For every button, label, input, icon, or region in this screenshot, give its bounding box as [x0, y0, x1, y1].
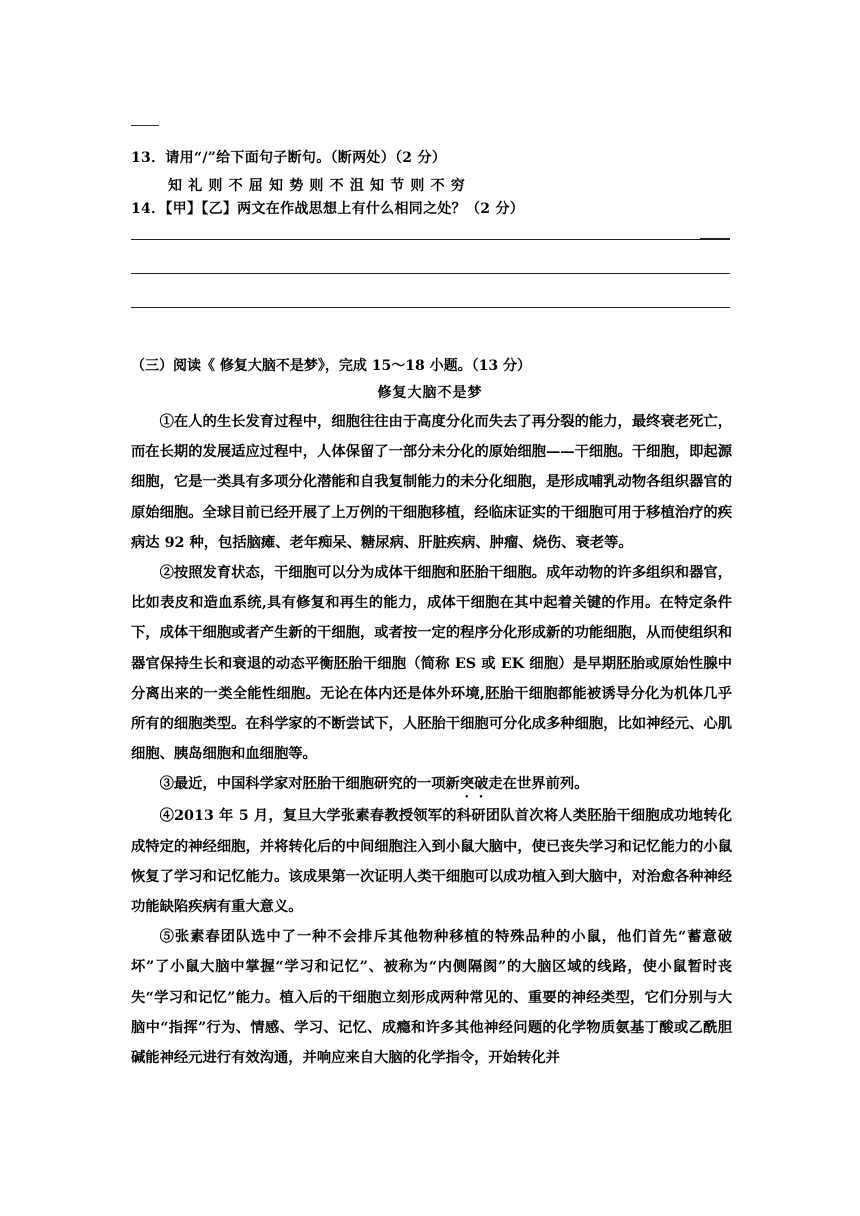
paragraph-3: [131, 769, 732, 801]
answer-line-1-tail: [700, 238, 730, 240]
paragraph-5: ⑤张素春团队选中了一种不会排斥其他物种移植的特殊品种的小鼠，他们首先“蓄意破坏”了小鼠大脑中掌握“学习和记忆”、被称为“内侧隔阂”的大脑区域的线路，使小鼠暂时丧失“学习和记忆”能力。植入后的干细胞立刻形成两种常见的、重要的神经类型，它们分别与大脑中“指挥”行为、情感、学习、记忆、成瘾和许多其他神经问题的化学物质氨基丁酸或乙酰胆碱能神经元进行有效沟通，并响应来自大脑的化学指令，开始转化并: [131, 929, 732, 1067]
question-14-prompt: 14．【甲】【乙】两文在作战思想上有什么相同之处？（2 分）: [131, 201, 525, 217]
article-body: [131, 407, 732, 1073]
paragraph-3-text-b: 走在世界前列。: [488, 776, 589, 793]
paragraph-1: ①在人的生长发育过程中，细胞往往由于高度分化而失去了再分裂的能力，最终衰老死亡，而在长期的发展适应过程中，人体保留了一部分未分化的原始细胞——干细胞。干细胞，即起源细胞，它是一类具有多项分化潜能和自我复制能力的未分化细胞，是形成哺乳动物各组织器官的原始细胞。全球目前已经开展了上万例的干细胞移植，经临床证实的干细胞可用于移植治疗的疾病达 92 种，包括脑瘫、老年痴呆、糖尿病、肝脏疾病、肿瘤、烧伤、衰老等。: [131, 414, 732, 551]
answer-line-2[interactable]: [131, 273, 730, 274]
top-short-rule: [131, 125, 159, 126]
article-title: 修复大脑不是梦: [377, 385, 483, 401]
paragraph-2: ②按照发育状态，干细胞可以分为成体干细胞和胚胎干细胞。成年动物的许多组织和器官，比如表皮和造血系统,具有修复和再生的能力，成体干细胞在其中起着关键的作用。在特定条件下，成体干细胞或者产生新的干细胞，或者按一定的程序分化形成新的功能细胞，从而使组织和器官保持生长和衰退的动态平衡胚胎干细胞（简称 ES 或 EK 细胞）是早期胚胎或原始性腺中分离出来的一类全能性细胞。无论在体内还是体外环境,胚胎干细胞都能被诱导分化为机体几乎所有的细胞类型。在科学家的不断尝试下，人胚胎干细胞可分化成多种细胞，比如神经元、心肌细胞、胰岛细胞和血细胞等。: [131, 565, 732, 763]
section-3-heading: （三）阅读《 修复大脑不是梦》，完成 15～18 小题。（13 分）: [131, 358, 531, 374]
emphasized-word: 突破: [459, 776, 489, 793]
paragraph-3-text-a: ③最近，中国科学家对胚胎干细胞研究的一项新: [159, 776, 460, 793]
question-13-sentence: 知礼则不屈知势则不沮知节则不穷: [168, 178, 471, 194]
answer-line-1[interactable]: [131, 239, 730, 240]
question-13-prompt: 13．请用“/”给下面句子断句。（断两处）（2 分）: [131, 150, 447, 166]
paragraph-4: ④2013 年 5 月，复旦大学张素春教授领军的科研团队首次将人类胚胎干细胞成功地转化成特定的神经细胞，并将转化后的中间细胞注入到小鼠大脑中，使已丧失学习和记忆能力的小鼠恢复了学习和记忆能力。该成果第一次证明人类干细胞可以成功植入到大脑中，对治愈各种神经功能缺陷疾病有重大意义。: [131, 808, 732, 916]
answer-line-3[interactable]: [131, 307, 730, 308]
